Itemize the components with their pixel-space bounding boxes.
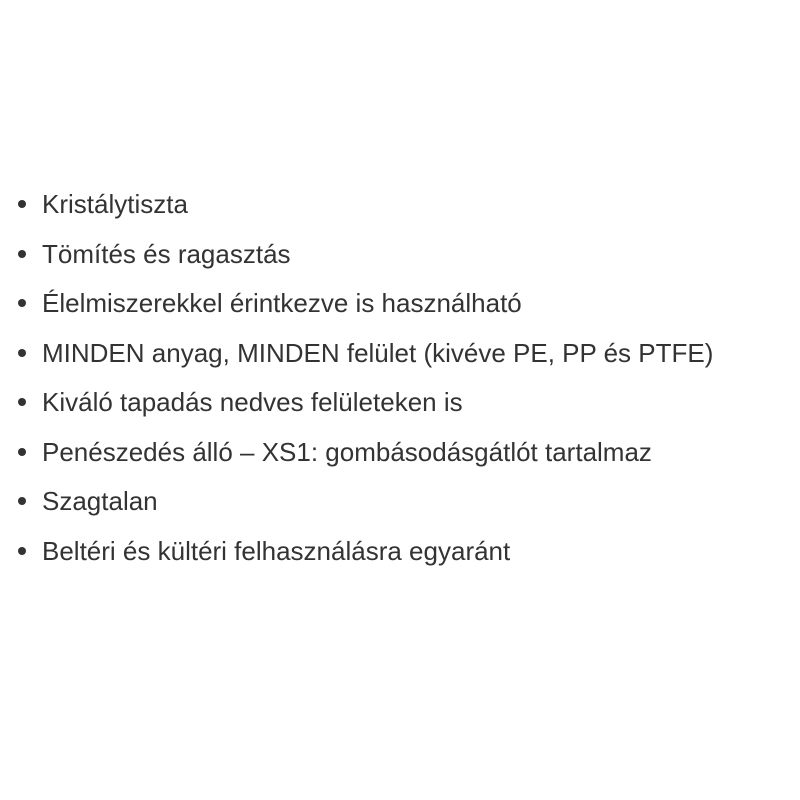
list-item-text: Kristálytiszta [42, 189, 188, 219]
list-item-text: Beltéri és kültéri felhasználásra egyaránt [42, 535, 511, 566]
list-item [0, 182, 713, 232]
list-item-text: MINDEN anyag, MINDEN felület (kivéve PE, PP és PTFE) [42, 337, 714, 368]
list-item [0, 281, 713, 331]
list-item [0, 430, 713, 480]
bullet-icon [18, 448, 26, 456]
list-item [0, 529, 713, 579]
bullet-icon [18, 547, 26, 555]
bullet-icon [18, 250, 26, 258]
bullet-icon [18, 200, 26, 208]
list-item [0, 232, 713, 282]
list-item-text: Élelmiszerekkel érintkezve is használható [42, 288, 522, 318]
bullet-icon [18, 398, 26, 406]
list-item-text: Kiváló tapadás nedves felületeken is [42, 387, 463, 417]
list-item-text: Szagtalan [42, 486, 158, 516]
list-item [0, 479, 713, 529]
list-item-text: Penészedés álló – XS1: gombásodásgátlót tartalmaz [42, 436, 652, 467]
list-item [0, 380, 713, 430]
bullet-icon [18, 349, 26, 357]
feature-list [0, 182, 713, 578]
bullet-icon [18, 299, 26, 307]
list-item [0, 331, 713, 381]
list-item-text: Tömítés és ragasztás [42, 238, 291, 269]
bullet-icon [18, 497, 26, 505]
